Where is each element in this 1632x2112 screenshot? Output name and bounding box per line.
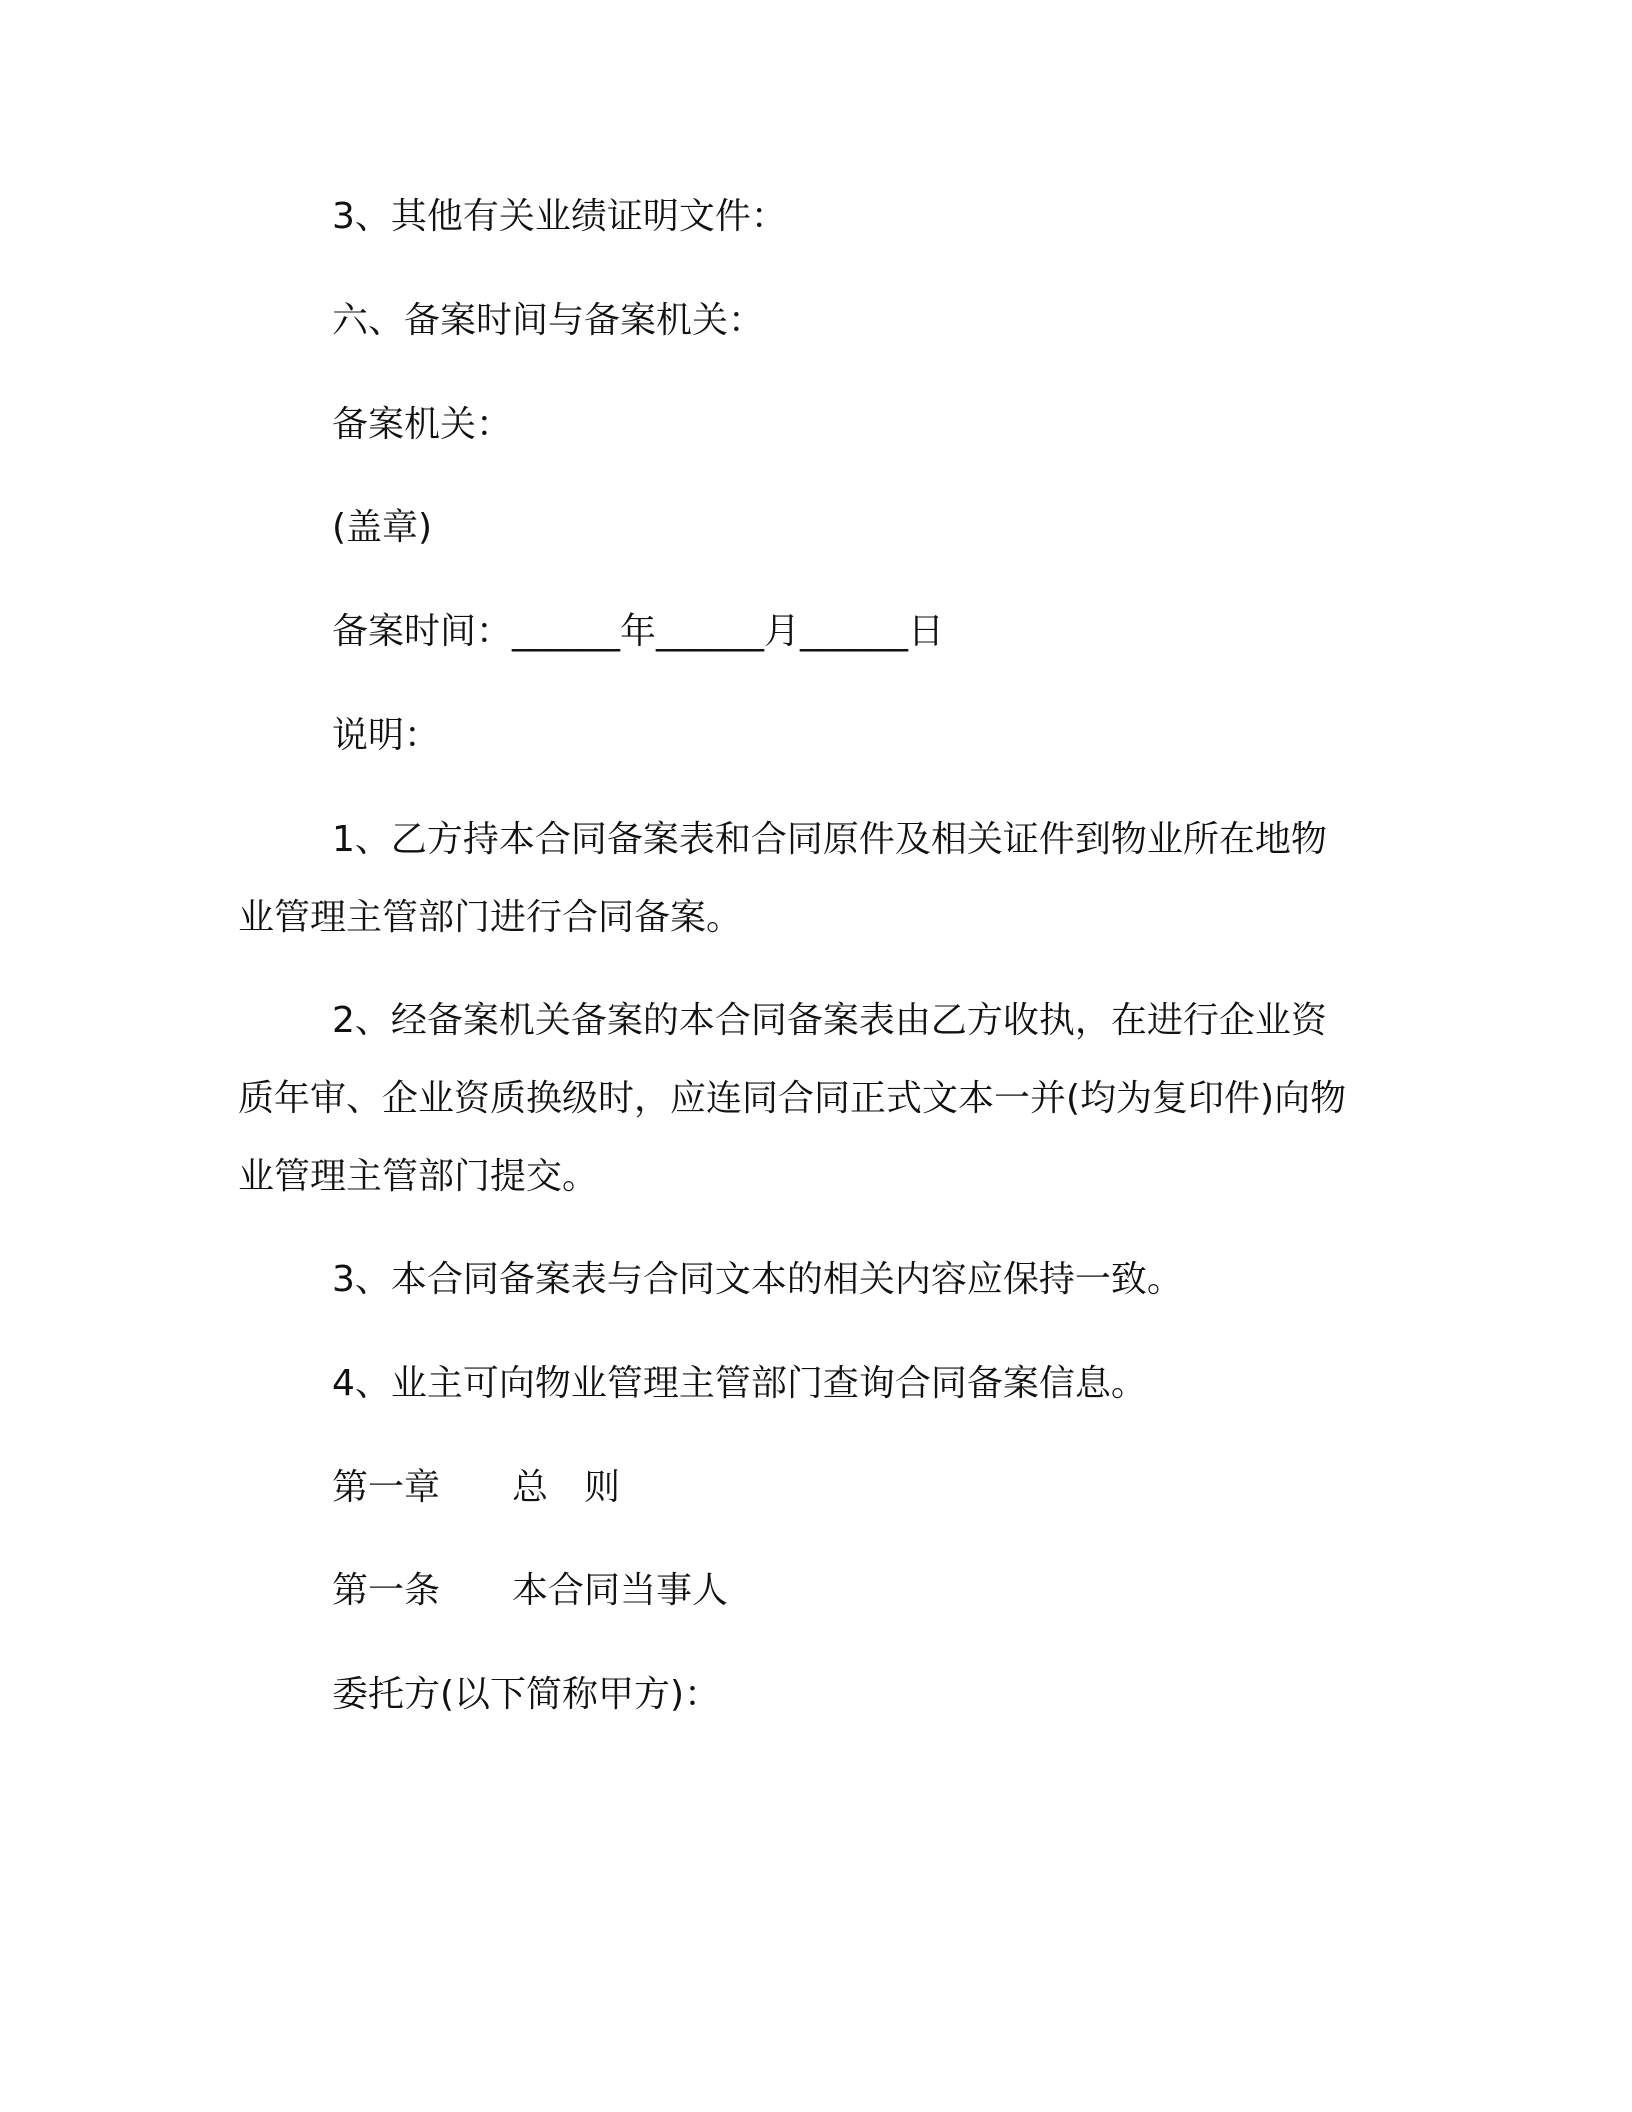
text-line: 备案机关：: [332, 404, 513, 445]
paragraph-line: 业管理主管部门提交。: [238, 1156, 599, 1197]
text-line: (盖章): [332, 507, 433, 548]
chapter-heading: 第一章 总 则: [332, 1467, 621, 1508]
paragraph-line: 1、乙方持本合同备案表和合同原件及相关证件到物业所在地物: [332, 819, 1327, 860]
text-line: 备案时间：______年______月______日: [332, 611, 945, 652]
text-line: 委托方(以下简称甲方)：: [332, 1674, 721, 1715]
paragraph-line: 质年审、企业资质换级时，应连同合同正式文本一并(均为复印件)向物: [238, 1078, 1347, 1119]
paragraph-line: 业管理主管部门进行合同备案。: [238, 897, 743, 938]
section-heading: 六、备案时间与备案机关：: [332, 300, 765, 341]
paragraph-line: 3、本合同备案表与合同文本的相关内容应保持一致。: [332, 1259, 1183, 1300]
text-line: 说明：: [332, 715, 441, 756]
article-heading: 第一条 本合同当事人: [332, 1570, 729, 1611]
paragraph-line: 2、经备案机关备案的本合同备案表由乙方收执，在进行企业资: [332, 1000, 1327, 1041]
text-line: 3、其他有关业绩证明文件：: [332, 196, 787, 237]
paragraph-line: 4、业主可向物业管理主管部门查询合同备案信息。: [332, 1363, 1147, 1404]
